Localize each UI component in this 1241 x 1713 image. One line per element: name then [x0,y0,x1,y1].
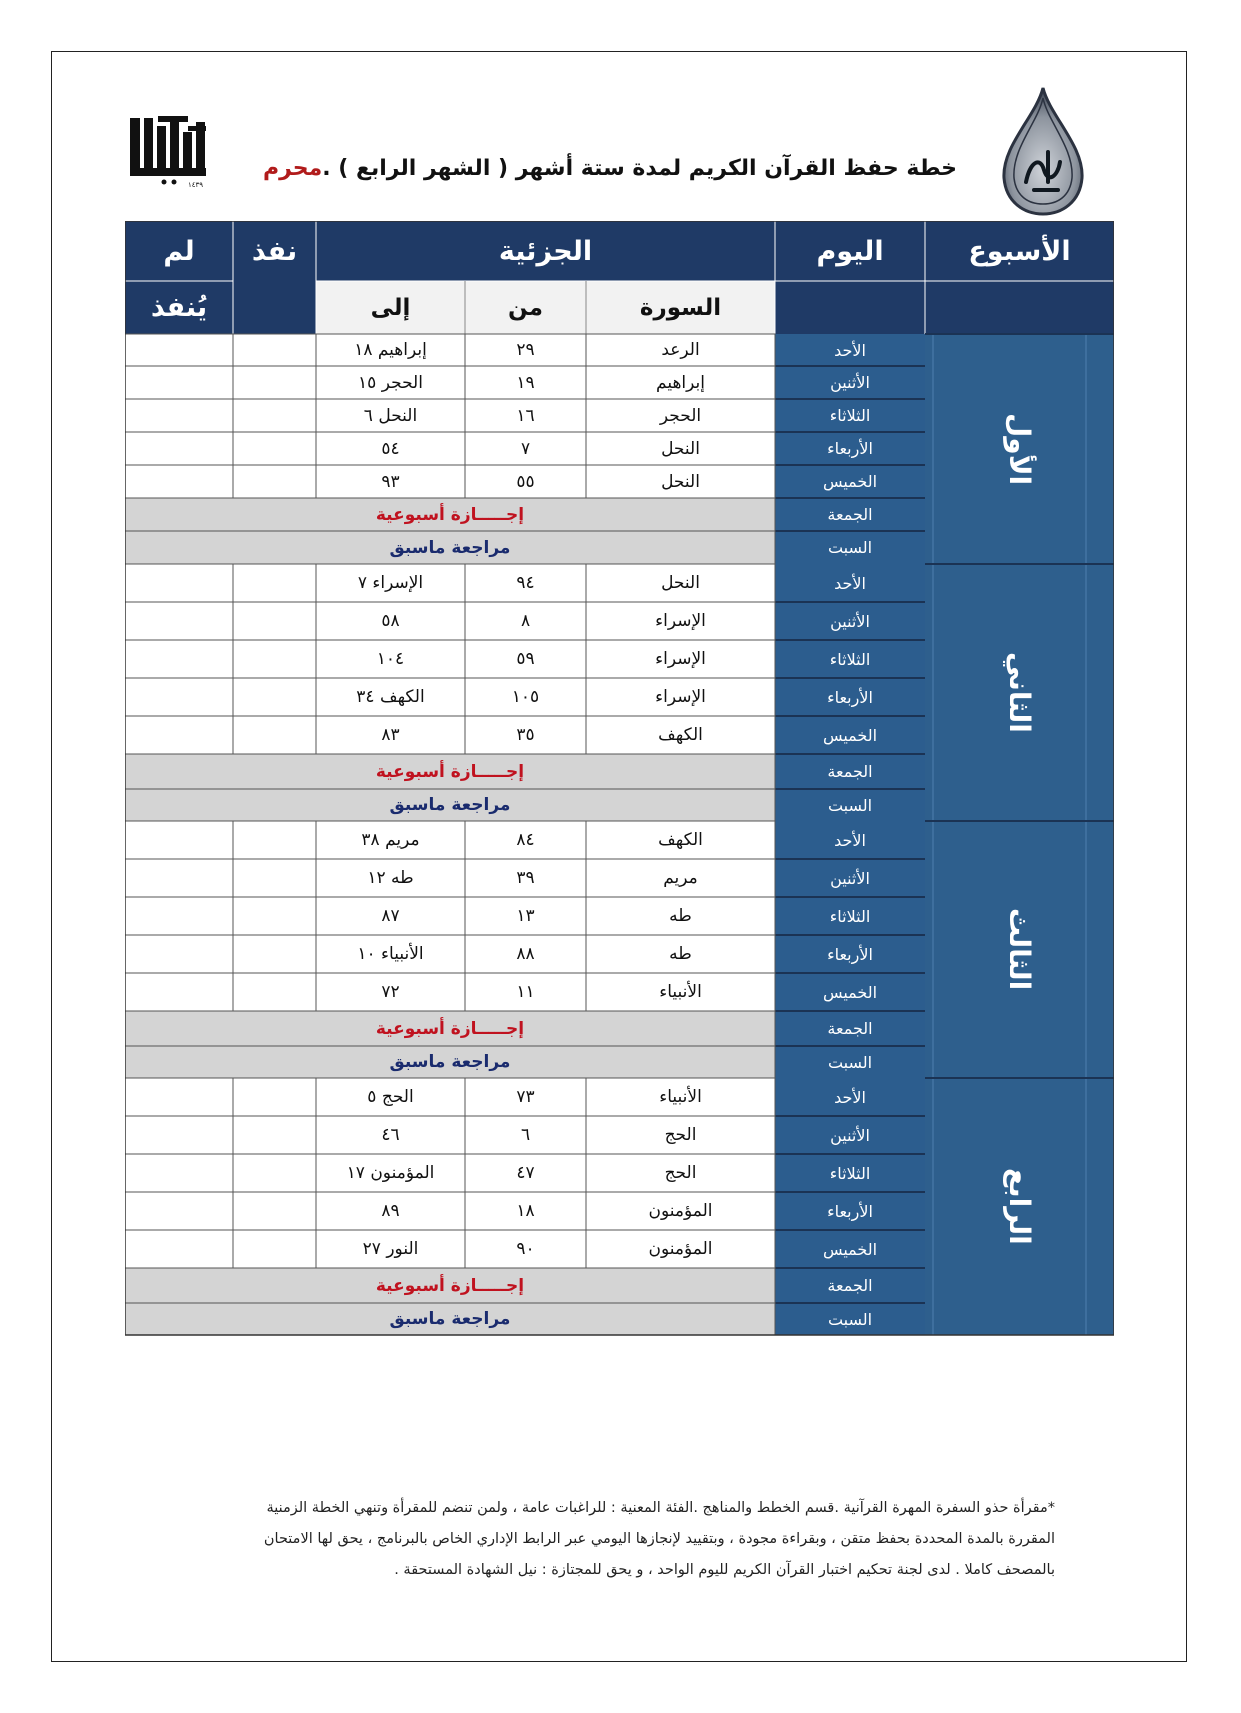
from-cell: ١١ [516,982,535,1002]
not-done-cell[interactable] [125,602,233,640]
surah-cell: النحل [661,471,700,492]
day-label: الأربعاء [827,687,873,707]
header-week: الأسبوع [968,235,1071,267]
to-cell: ٩٣ [381,471,400,492]
review-row: مراجعة ماسبق [389,795,511,815]
from-cell: ٧ [520,438,531,459]
footnote-line-2: المقررة بالمدة المحددة بحفظ متقن ، وبقراءة مجودة ، وبتقييد لإنجازها اليومي عبر الرابط الإداري الخاص بالبرنامج ، يحق لها الامتحان [263,1531,1055,1547]
day-label: الأحد [834,830,866,850]
done-cell[interactable] [233,334,316,366]
not-done-cell[interactable] [125,716,233,754]
to-cell: ٤٦ [381,1125,400,1145]
footnote [205,1493,1055,1586]
day-label: الأثنين [830,611,870,631]
to-cell: الحج ٥ [367,1087,414,1107]
header-not-done-line2: يُنفذ [150,292,208,323]
from-cell: ٦ [520,1125,531,1145]
surah-cell: الحجر [659,405,702,426]
surah-cell: الإسراء [655,687,706,707]
day-label: الخميس [822,472,878,491]
from-cell: ٥٩ [516,649,535,669]
done-cell[interactable] [233,602,316,640]
review-row: مراجعة ماسبق [389,1309,511,1329]
done-cell[interactable] [233,1078,316,1116]
from-cell: ٣٩ [516,868,535,888]
surah-cell: النحل [661,438,700,459]
done-cell[interactable] [233,564,316,602]
not-done-cell[interactable] [125,678,233,716]
to-cell: النور ٢٧ [362,1239,419,1259]
day-label: الأثنين [830,868,870,888]
day-label: الجمعة [827,1019,873,1038]
not-done-cell[interactable] [125,821,233,859]
surah-cell: إبراهيم [656,372,705,393]
from-cell: ٣٥ [516,725,535,745]
not-done-cell[interactable] [125,973,233,1011]
header-to: إلى [370,294,411,321]
day-label: السبت [827,1309,873,1329]
done-cell[interactable] [233,821,316,859]
svg-text:١٤٣٩: ١٤٣٩ [188,181,204,189]
from-cell: ١٨ [516,1201,535,1221]
to-cell: ٨٣ [381,725,400,745]
to-cell: ٨٩ [381,1201,400,1221]
day-label: السبت [827,795,873,815]
surah-cell: المؤمنون [648,1239,713,1259]
day-label: الخميس [822,982,878,1002]
day-label: الأثنين [830,1125,870,1145]
surah-cell: الأنبياء [659,982,702,1002]
done-cell[interactable] [233,973,316,1011]
surah-cell: النحل [661,573,700,593]
header-done: نفذ [251,235,298,267]
from-cell: ٨٤ [516,830,535,850]
title-main: خطة حفظ القرآن الكريم لمدة ستة أشهر ( الشهر الرابع ) . [322,156,958,181]
day-label: الأربعاء [827,1201,873,1221]
weekly-holiday-row: إجـــــازة أسبوعية [375,504,525,525]
done-cell[interactable] [233,897,316,935]
header-portion: الجزئية [498,235,593,267]
not-done-cell[interactable] [125,465,233,498]
not-done-cell[interactable] [125,1078,233,1116]
weekly-holiday-row: إجـــــازة أسبوعية [375,1275,525,1296]
not-done-cell[interactable] [125,432,233,465]
to-cell: المؤمنون ١٧ [346,1163,435,1183]
not-done-cell[interactable] [125,640,233,678]
footnote-line-1: *مقرأة حذو السفرة المهرة القرآنية .قسم الخطط والمناهج .الفئة المعنية : للراغبات عامة ، ولمن تنضم للمقرأة وتنهي الخطة الزمنية [266,1500,1055,1516]
day-label: الثلاثاء [829,1163,871,1183]
to-cell: إبراهيم ١٨ [354,340,427,360]
review-row: مراجعة ماسبق [389,537,511,558]
to-cell: ٥٤ [381,438,400,459]
to-cell: ١٠٤ [376,649,405,669]
surah-cell: الرعد [661,340,700,360]
not-done-cell[interactable] [125,564,233,602]
to-cell: الكهف ٣٤ [356,687,425,707]
day-label: الأحد [834,340,866,360]
from-cell: ١٩ [516,372,535,393]
not-done-cell[interactable] [125,366,233,399]
week-label: الثاني [1003,652,1036,733]
done-cell[interactable] [233,678,316,716]
day-label: السبت [827,538,873,557]
day-label: الجمعة [827,1276,873,1295]
day-label: الخميس [822,725,878,745]
to-cell: طه ١٢ [367,868,414,888]
surah-cell: الحج [664,1163,697,1183]
not-done-cell[interactable] [125,897,233,935]
day-label: الثلاثاء [829,649,871,669]
header-surah: السورة [639,294,722,321]
week-label: الرابع [1003,1168,1036,1245]
footnote-line-3: بالمصحف كاملا . لدى لجنة تحكيم اختبار القرآن الكريم لليوم الواحد ، و يحق للمجتازة : نيل الشهادة المستحقة . [394,1562,1055,1578]
day-label: الأربعاء [827,944,873,964]
week-label: الثالث [1003,908,1036,991]
done-cell[interactable] [233,935,316,973]
to-cell: ٥٨ [381,611,400,631]
done-cell[interactable] [233,366,316,399]
surah-cell: مريم [663,868,698,888]
weekly-holiday-row: إجـــــازة أسبوعية [375,761,525,782]
to-cell: الحجر ١٥ [358,372,423,393]
day-label: الأحد [834,573,866,593]
title-month: محرم [262,156,323,181]
from-cell: ٩٠ [516,1239,535,1259]
from-cell: ١٠٥ [511,687,540,707]
surah-cell: الكهف [658,830,703,850]
from-cell: ١٣ [516,906,535,926]
page-title [260,156,960,181]
not-done-cell[interactable] [125,1116,233,1154]
from-cell: ١٦ [516,405,535,426]
from-cell: ٨ [520,611,531,631]
from-cell: ٧٣ [516,1087,535,1107]
done-cell[interactable] [233,1230,316,1268]
from-cell: ٥٥ [516,471,535,492]
from-cell: ٢٩ [516,340,535,360]
done-cell[interactable] [233,1192,316,1230]
surah-cell: المؤمنون [648,1201,713,1221]
header-not-done-line1: لم [163,235,195,267]
not-done-cell[interactable] [125,859,233,897]
to-cell: ٧٢ [381,982,400,1002]
day-label: الجمعة [827,762,873,781]
not-done-cell[interactable] [125,399,233,432]
not-done-cell[interactable] [125,935,233,973]
done-cell[interactable] [233,859,316,897]
header-day: اليوم [816,235,884,267]
alitqan-logo-icon [128,112,218,190]
not-done-cell[interactable] [125,1230,233,1268]
from-cell: ٨٨ [516,944,535,964]
surah-cell: طه [669,906,692,926]
not-done-cell[interactable] [125,334,233,366]
day-label: الثلاثاء [829,406,871,425]
from-cell: ٤٧ [516,1163,535,1183]
plan-table [125,221,1114,1437]
done-cell[interactable] [233,1116,316,1154]
review-row: مراجعة ماسبق [389,1052,511,1072]
done-cell[interactable] [233,465,316,498]
surah-cell: الأنبياء [659,1087,702,1107]
to-cell: ٨٧ [381,906,400,926]
to-cell: الأنبياء ١٠ [357,944,424,964]
day-label: الأربعاء [827,439,873,458]
surah-cell: الكهف [658,725,703,745]
surah-cell: الإسراء [655,611,706,631]
from-cell: ٩٤ [516,573,535,593]
header-from: من [508,294,543,321]
day-label: الثلاثاء [829,906,871,926]
surah-cell: الإسراء [655,649,706,669]
alhafiz-drop-logo-icon [1000,86,1086,218]
surah-cell: الحج [664,1125,697,1145]
day-label: الأحد [834,1087,866,1107]
done-cell[interactable] [233,1154,316,1192]
day-label: السبت [827,1052,873,1072]
to-cell: الإسراء ٧ [357,573,424,593]
day-label: الأثنين [830,373,870,392]
to-cell: النحل ٦ [363,405,418,426]
surah-cell: طه [669,944,692,964]
not-done-cell[interactable] [125,1154,233,1192]
weekly-holiday-row: إجـــــازة أسبوعية [375,1018,525,1039]
done-cell[interactable] [233,432,316,465]
day-label: الخميس [822,1239,878,1259]
not-done-cell[interactable] [125,1192,233,1230]
done-cell[interactable] [233,399,316,432]
done-cell[interactable] [233,716,316,754]
day-label: الجمعة [827,505,873,524]
done-cell[interactable] [233,640,316,678]
to-cell: مريم ٣٨ [361,830,420,850]
week-label: الأول [1003,412,1036,486]
